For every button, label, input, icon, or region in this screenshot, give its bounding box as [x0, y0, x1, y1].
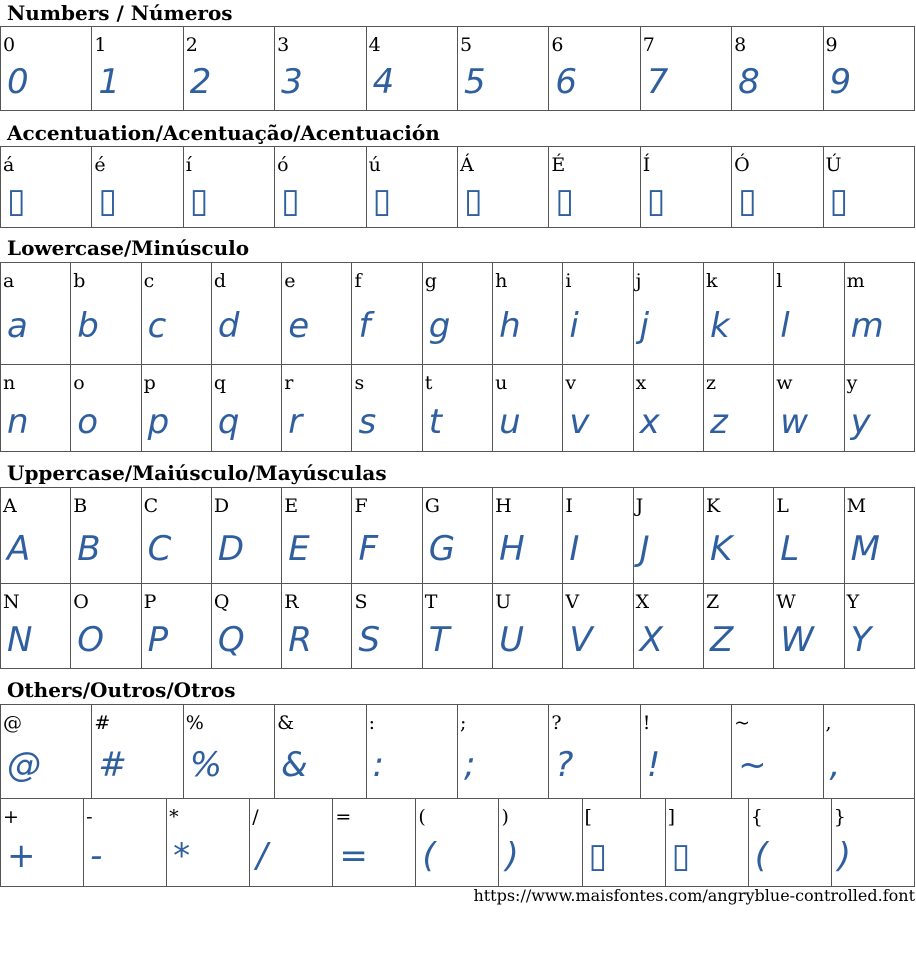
glyph-sample: ▯ [189, 181, 209, 221]
glyph-sample: x [639, 402, 660, 442]
character-label: - [86, 806, 93, 828]
glyph-cell [352, 263, 422, 365]
character-label: Z [705, 591, 720, 613]
glyph-cell [499, 799, 582, 887]
character-label: U [495, 591, 512, 613]
glyph-sample: % [189, 745, 223, 785]
glyph-sample: u [499, 402, 521, 442]
glyph-cell [141, 584, 211, 669]
character-label: ! [642, 712, 651, 734]
character-label: M [846, 495, 867, 517]
glyph-cell [633, 365, 703, 452]
glyph-sample: 6 [555, 62, 577, 102]
glyph-cell [774, 365, 844, 452]
glyph-cell [275, 705, 366, 799]
glyph-cell [563, 584, 633, 669]
glyph-cell [732, 27, 823, 111]
glyph-sample: ▯ [7, 181, 26, 221]
accents-heading: Accentuation/Acentuação/Acentuación [7, 121, 440, 145]
glyph-sample: Y [850, 620, 872, 660]
character-label: 0 [3, 34, 16, 56]
glyph-cell [732, 147, 823, 228]
character-label: 1 [94, 34, 107, 56]
glyph-cell [732, 705, 823, 799]
glyph-sample: 9 [829, 62, 852, 102]
glyph-cell [92, 705, 183, 799]
glyph-cell [633, 584, 703, 669]
glyph-cell [549, 147, 640, 228]
glyph-cell [352, 365, 422, 452]
glyph-sample: C [147, 529, 172, 569]
glyph-cell [416, 799, 499, 887]
glyph-sample: ! [646, 745, 661, 785]
glyph-cell [633, 488, 703, 584]
glyph-sample: ▯ [671, 836, 691, 876]
glyph-sample: w [780, 402, 809, 442]
character-label: S [354, 591, 368, 613]
glyph-cell [366, 27, 457, 111]
character-label: + [3, 806, 19, 828]
glyph-row [1, 365, 915, 452]
glyph-cell [831, 799, 914, 887]
character-label: x [635, 372, 647, 394]
others-table-row-1 [0, 704, 915, 799]
glyph-sample: ▯ [372, 181, 392, 221]
glyph-sample: d [217, 306, 240, 346]
glyph-cell [422, 584, 492, 669]
glyph-cell [71, 488, 141, 584]
character-label: e [284, 270, 296, 292]
glyph-sample: = [339, 836, 368, 876]
glyph-cell [141, 488, 211, 584]
glyph-sample: * [173, 836, 191, 876]
glyph-cell [493, 584, 563, 669]
glyph-cell [823, 27, 914, 111]
glyph-sample: - [90, 836, 103, 876]
numbers-heading: Numbers / Números [7, 1, 233, 25]
glyph-cell [640, 705, 731, 799]
glyph-sample: X [639, 620, 663, 660]
character-label: w [776, 372, 793, 394]
character-label: R [284, 591, 299, 613]
glyph-cell [582, 799, 665, 887]
character-label: J [635, 495, 644, 517]
glyph-row [1, 488, 915, 584]
glyph-sample: @ [7, 745, 41, 785]
glyph-cell [549, 27, 640, 111]
glyph-sample: ( [754, 836, 768, 876]
glyph-cell [92, 27, 183, 111]
character-label: z [705, 372, 716, 394]
glyph-sample: P [147, 620, 169, 660]
glyph-sample: + [7, 836, 36, 876]
glyph-cell [703, 263, 773, 365]
glyph-sample: ; [463, 745, 476, 785]
character-label: ~ [734, 712, 751, 734]
character-label: E [284, 495, 299, 517]
glyph-sample: ) [505, 836, 519, 876]
character-label: F [354, 495, 368, 517]
character-label: P [143, 591, 157, 613]
glyph-cell [211, 584, 281, 669]
glyph-sample: # [98, 745, 127, 785]
character-label: ? [551, 712, 562, 734]
glyph-cell [282, 365, 352, 452]
character-label: o [73, 372, 85, 394]
glyph-sample: l [780, 306, 790, 346]
character-label: f [354, 270, 362, 292]
glyph-cell [167, 799, 250, 887]
glyph-cell [141, 263, 211, 365]
character-label: a [3, 270, 15, 292]
character-label: i [565, 270, 572, 292]
glyph-sample: v [569, 402, 590, 442]
character-label: 4 [368, 34, 381, 56]
glyph-cell [183, 27, 274, 111]
character-label: d [213, 270, 227, 292]
character-label: Í [642, 154, 651, 176]
character-label: / [252, 806, 259, 828]
glyph-cell [211, 488, 281, 584]
glyph-sample: 2 [189, 62, 212, 102]
glyph-sample: t [428, 402, 443, 442]
glyph-row [1, 147, 915, 228]
character-label: [ [584, 806, 592, 828]
character-label: = [335, 806, 352, 828]
character-label: ; [459, 712, 467, 734]
glyph-sample: ( [422, 836, 436, 876]
glyph-sample: a [7, 306, 28, 346]
character-label: é [94, 154, 106, 176]
character-label: ] [667, 806, 676, 828]
glyph-sample: b [77, 306, 99, 346]
glyph-cell [71, 584, 141, 669]
glyph-sample: e [288, 306, 310, 346]
glyph-sample: ~ [738, 745, 767, 785]
glyph-sample: F [358, 529, 379, 569]
glyph-sample: D [217, 529, 245, 569]
character-label: Q [213, 591, 230, 613]
glyph-cell [640, 147, 731, 228]
glyph-sample: ? [555, 745, 574, 785]
character-label: 6 [551, 34, 564, 56]
glyph-cell [84, 799, 167, 887]
glyph-sample: 1 [98, 62, 121, 102]
glyph-cell [493, 488, 563, 584]
character-label: ú [368, 154, 381, 176]
glyph-sample: L [780, 529, 800, 569]
glyph-cell [774, 584, 844, 669]
glyph-cell [563, 365, 633, 452]
glyph-sample: 0 [7, 62, 29, 102]
glyph-sample: o [77, 402, 99, 442]
glyph-cell [211, 365, 281, 452]
character-label: g [424, 270, 437, 292]
glyph-cell [275, 147, 366, 228]
glyph-sample: r [288, 402, 303, 442]
glyph-cell [844, 488, 914, 584]
glyph-cell [844, 584, 914, 669]
accents-table [0, 146, 915, 228]
glyph-cell [457, 147, 548, 228]
glyph-cell [352, 488, 422, 584]
glyph-row [1, 799, 915, 887]
glyph-cell [183, 147, 274, 228]
glyph-cell [282, 263, 352, 365]
character-label: c [143, 270, 155, 292]
character-label: @ [3, 712, 22, 734]
glyph-sample: j [639, 306, 650, 346]
character-label: , [825, 712, 832, 734]
glyph-sample: z [709, 402, 728, 442]
glyph-sample: ▯ [738, 181, 757, 221]
glyph-cell [1, 488, 71, 584]
character-label: } [833, 806, 846, 828]
character-label: I [565, 495, 573, 517]
glyph-sample: ) [837, 836, 852, 876]
character-label: Y [846, 591, 860, 613]
glyph-sample: V [569, 620, 593, 660]
character-label: m [846, 270, 865, 292]
uppercase-heading: Uppercase/Maiúsculo/Mayúsculas [7, 461, 387, 485]
character-label: K [705, 495, 721, 517]
character-label: ) [501, 806, 509, 828]
glyph-cell [493, 263, 563, 365]
character-label: B [73, 495, 88, 517]
glyph-sample: n [7, 402, 29, 442]
character-label: T [424, 591, 438, 613]
character-label: Ú [825, 154, 842, 176]
glyph-cell [282, 488, 352, 584]
glyph-sample: ▯ [98, 181, 118, 221]
character-label: Á [459, 154, 474, 176]
glyph-sample: I [569, 529, 580, 569]
glyph-cell [774, 263, 844, 365]
glyph-sample: , [829, 745, 841, 785]
glyph-cell [1, 263, 71, 365]
character-label: ( [418, 806, 426, 828]
glyph-sample: 7 [646, 62, 669, 102]
glyph-sample: E [288, 529, 310, 569]
character-label: 8 [734, 34, 747, 56]
glyph-sample: f [358, 306, 371, 346]
glyph-sample: / [256, 836, 268, 876]
glyph-cell [71, 365, 141, 452]
character-label: h [495, 270, 508, 292]
glyph-sample: N [7, 620, 33, 660]
glyph-cell [211, 263, 281, 365]
glyph-sample: s [358, 402, 377, 442]
glyph-sample: B [77, 529, 101, 569]
glyph-cell [422, 263, 492, 365]
glyph-sample: 8 [738, 62, 760, 102]
character-label: y [846, 372, 858, 394]
glyph-sample: ▯ [588, 836, 608, 876]
glyph-sample: Z [709, 620, 734, 660]
glyph-cell [563, 263, 633, 365]
glyph-cell [703, 488, 773, 584]
glyph-sample: c [147, 306, 167, 346]
glyph-sample: h [499, 306, 521, 346]
glyph-cell [275, 27, 366, 111]
character-label: G [424, 495, 440, 517]
character-label: n [3, 372, 16, 394]
glyph-sample: m [850, 306, 884, 346]
glyph-sample: O [77, 620, 105, 660]
character-label: & [277, 712, 295, 734]
glyph-cell [823, 705, 914, 799]
glyph-sample: R [288, 620, 312, 660]
glyph-sample: ▯ [281, 181, 300, 221]
character-label: 9 [825, 34, 838, 56]
glyph-cell [633, 263, 703, 365]
character-label: 7 [642, 34, 655, 56]
glyph-sample: S [358, 620, 381, 660]
uppercase-table [0, 487, 915, 669]
lowercase-heading: Lowercase/Minúsculo [7, 236, 250, 260]
glyph-cell [493, 365, 563, 452]
glyph-cell [563, 488, 633, 584]
glyph-row [1, 263, 915, 365]
glyph-sample: k [709, 306, 730, 346]
character-label: H [495, 495, 512, 517]
character-label: Ó [734, 154, 750, 176]
character-label: á [3, 154, 15, 176]
glyph-cell [665, 799, 748, 887]
character-label: O [73, 591, 89, 613]
glyph-sample: G [428, 529, 456, 569]
character-label: 3 [277, 34, 290, 56]
character-label: V [565, 591, 580, 613]
character-label: W [776, 591, 796, 613]
character-label: k [705, 270, 718, 292]
character-label: % [185, 712, 204, 734]
lowercase-table [0, 262, 915, 452]
glyph-sample: H [499, 529, 525, 569]
glyph-cell [640, 27, 731, 111]
glyph-cell [549, 705, 640, 799]
glyph-sample: y [850, 402, 871, 442]
glyph-sample: ▯ [646, 181, 666, 221]
character-label: D [213, 495, 230, 517]
character-label: r [284, 372, 294, 394]
glyph-cell [1, 584, 71, 669]
glyph-cell [703, 365, 773, 452]
glyph-cell [1, 799, 84, 887]
glyph-sample: ▯ [829, 181, 849, 221]
character-label: { [750, 806, 763, 828]
glyph-sample: U [499, 620, 524, 660]
glyph-cell [823, 147, 914, 228]
character-label: j [635, 270, 642, 292]
character-label: É [551, 154, 566, 176]
glyph-sample: i [569, 306, 579, 346]
character-label: t [424, 372, 433, 394]
glyph-cell [183, 705, 274, 799]
character-label: N [3, 591, 20, 613]
character-label: * [169, 806, 179, 828]
character-label: u [495, 372, 508, 394]
glyph-sample: q [217, 402, 240, 442]
glyph-row [1, 27, 915, 111]
glyph-cell [366, 705, 457, 799]
character-label: 2 [185, 34, 198, 56]
character-label: C [143, 495, 159, 517]
glyph-cell [282, 584, 352, 669]
others-table-row-2 [0, 798, 915, 887]
glyph-cell [457, 705, 548, 799]
glyph-cell [250, 799, 333, 887]
glyph-cell [748, 799, 831, 887]
glyph-cell [333, 799, 416, 887]
character-label: b [73, 270, 86, 292]
glyph-cell [422, 488, 492, 584]
character-label: L [776, 495, 789, 517]
glyph-cell [1, 27, 92, 111]
character-label: A [3, 495, 17, 517]
glyph-cell [774, 488, 844, 584]
glyph-cell [1, 147, 92, 228]
character-label: 5 [459, 34, 473, 56]
glyph-cell [1, 705, 92, 799]
character-label: í [185, 154, 192, 176]
character-label: q [213, 372, 227, 394]
character-label: # [94, 712, 111, 734]
character-label: s [354, 372, 365, 394]
glyph-cell [457, 27, 548, 111]
glyph-sample: W [780, 620, 814, 660]
source-url[interactable]: https://www.maisfontes.com/angryblue-controlled.font [473, 886, 915, 905]
character-label: v [565, 372, 577, 394]
glyph-cell [366, 147, 457, 228]
glyph-sample: ▯ [463, 181, 483, 221]
glyph-sample: : [372, 745, 385, 785]
glyph-sample: K [709, 529, 733, 569]
glyph-sample: 5 [463, 62, 486, 102]
glyph-sample: Q [217, 620, 245, 660]
glyph-cell [422, 365, 492, 452]
glyph-cell [352, 584, 422, 669]
character-label: ó [277, 154, 289, 176]
glyph-row [1, 584, 915, 669]
glyph-cell [141, 365, 211, 452]
glyph-sample: 4 [372, 62, 395, 102]
glyph-cell [1, 365, 71, 452]
glyph-sample: 3 [281, 62, 303, 102]
glyph-sample: p [147, 402, 170, 442]
character-label: l [776, 270, 783, 292]
glyph-sample: J [639, 529, 650, 569]
character-label: p [143, 372, 156, 394]
glyph-cell [844, 365, 914, 452]
glyph-cell [703, 584, 773, 669]
glyph-cell [844, 263, 914, 365]
glyph-sample: T [428, 620, 450, 660]
glyph-sample: A [7, 529, 31, 569]
character-label: : [368, 712, 375, 734]
glyph-cell [92, 147, 183, 228]
glyph-sample: & [281, 745, 308, 785]
glyph-sample: ▯ [555, 181, 575, 221]
glyph-row [1, 705, 915, 799]
numbers-table [0, 26, 915, 111]
character-label: X [635, 591, 650, 613]
glyph-sample: g [428, 306, 451, 346]
glyph-sample: M [850, 529, 880, 569]
glyph-cell [71, 263, 141, 365]
others-heading: Others/Outros/Otros [7, 678, 236, 702]
